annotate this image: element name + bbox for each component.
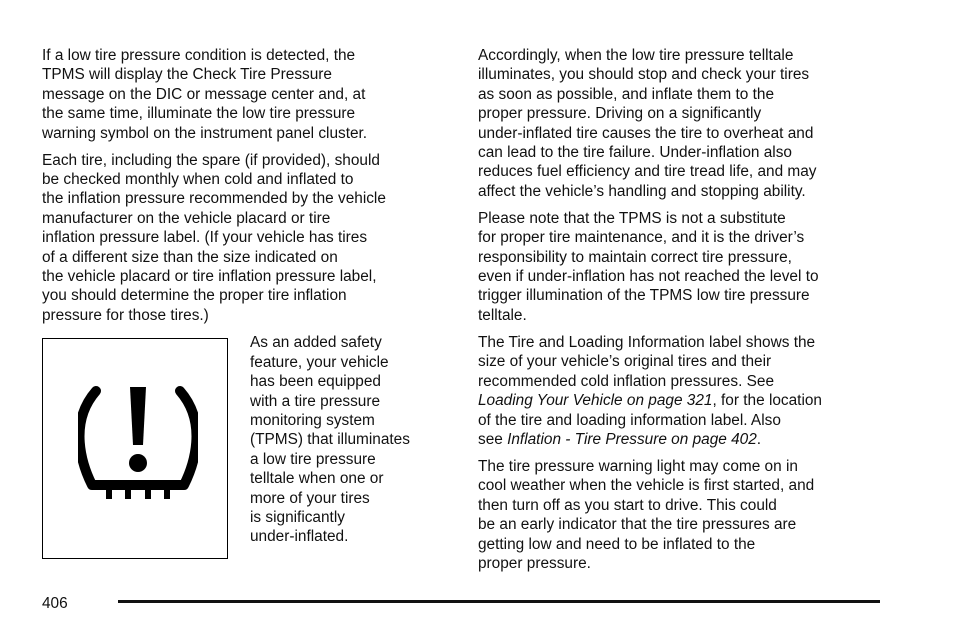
text-line: size of your vehicle’s original tires and their bbox=[478, 353, 772, 371]
text-line: warning symbol on the instrument panel cluster. bbox=[42, 124, 368, 142]
text-line: as soon as possible, and inflate them to the bbox=[478, 85, 775, 103]
text-line: for proper tire maintenance, and it is the driver’s bbox=[478, 229, 805, 247]
text-fragment: see bbox=[478, 430, 508, 448]
text-line: The tire pressure warning light may come on in bbox=[478, 457, 798, 475]
cross-reference-inflation-tire-pressure[interactable]: Inflation - Tire Pressure on page 402 bbox=[507, 430, 757, 448]
text-line: getting low and need to be inflated to the bbox=[478, 535, 756, 553]
text-line: telltale when one or bbox=[250, 470, 384, 488]
text-fragment: . bbox=[756, 430, 762, 448]
tpms-detection-paragraph bbox=[42, 46, 452, 143]
text-line: with a tire pressure bbox=[250, 392, 381, 410]
text-line: is significantly bbox=[250, 508, 345, 526]
text-line: the vehicle placard or tire inflation pressure label, bbox=[42, 268, 377, 286]
text-line: trigger illumination of the TPMS low tire pressure bbox=[478, 287, 810, 305]
text-line: Each tire, including the spare (if provided), should bbox=[42, 151, 380, 169]
left-column bbox=[42, 46, 452, 568]
text-line: be checked monthly when cold and inflated to bbox=[42, 171, 354, 189]
text-line: a low tire pressure bbox=[250, 450, 376, 468]
text-line: inflation pressure label. (If your vehicle has tires bbox=[42, 229, 368, 247]
text-line: proper pressure. Driving on a significantly bbox=[478, 105, 762, 123]
monthly-check-paragraph bbox=[42, 151, 452, 326]
text-line: feature, your vehicle bbox=[250, 353, 389, 371]
tire-loading-label-paragraph bbox=[478, 333, 890, 449]
text-line: the inflation pressure recommended by the vehicle bbox=[42, 190, 386, 208]
page-number: 406 bbox=[42, 595, 68, 612]
tpms-feature-caption bbox=[250, 333, 460, 546]
text-line: Please note that the TPMS is not a substitute bbox=[478, 209, 786, 227]
text-line: under-inflated. bbox=[250, 528, 349, 546]
right-column bbox=[478, 46, 890, 581]
text-line: cool weather when the vehicle is first started, and bbox=[478, 477, 815, 495]
text-line: (TPMS) that illuminates bbox=[250, 431, 410, 449]
text-line: reduces fuel efficiency and tire tread life, and may bbox=[478, 163, 817, 181]
text-line: TPMS will display the Check Tire Pressure bbox=[42, 66, 332, 84]
text-line: illuminates, you should stop and check your tires bbox=[478, 66, 810, 84]
tpms-icon-frame bbox=[42, 338, 228, 559]
text-line: then turn off as you start to drive. This could bbox=[478, 496, 777, 514]
text-line: of the tire and loading information label. Also bbox=[478, 411, 781, 429]
text-line: the same time, illuminate the low tire pressure bbox=[42, 105, 356, 123]
text-line: be an early indicator that the tire pressures are bbox=[478, 516, 797, 534]
footer-divider bbox=[118, 600, 880, 603]
text-line: As an added safety bbox=[250, 334, 382, 352]
text-line: responsibility to maintain correct tire pressure, bbox=[478, 248, 792, 266]
text-line: has been equipped bbox=[250, 373, 381, 391]
text-line: proper pressure. bbox=[478, 554, 591, 572]
text-line: of a different size than the size indicated on bbox=[42, 248, 338, 266]
text-line: message on the DIC or message center and, at bbox=[42, 85, 366, 103]
text-fragment: , for the location bbox=[712, 392, 822, 410]
text-line: affect the vehicle’s handling and stopping ability. bbox=[478, 182, 806, 200]
text-line: telltale. bbox=[478, 306, 527, 324]
text-line: you should determine the proper tire inflation bbox=[42, 287, 347, 305]
text-line bbox=[478, 391, 890, 410]
cool-weather-paragraph bbox=[478, 457, 890, 573]
text-line bbox=[478, 430, 890, 449]
text-line: recommended cold inflation pressures. See bbox=[478, 372, 774, 390]
tpms-figure bbox=[42, 334, 452, 568]
stop-and-check-paragraph bbox=[478, 46, 890, 201]
text-line: more of your tires bbox=[250, 489, 370, 507]
text-line: manufacturer on the vehicle placard or tire bbox=[42, 209, 331, 227]
text-line: The Tire and Loading Information label shows the bbox=[478, 333, 816, 351]
cross-reference-loading-your-vehicle[interactable]: Loading Your Vehicle on page 321 bbox=[478, 392, 713, 410]
text-line: pressure for those tires.) bbox=[42, 306, 209, 324]
text-line: even if under-inflation has not reached the level to bbox=[478, 268, 819, 286]
text-line: monitoring system bbox=[250, 411, 375, 429]
not-a-substitute-paragraph bbox=[478, 209, 890, 325]
text-line: can lead to the tire failure. Under-inflation also bbox=[478, 144, 792, 162]
text-line: Accordingly, when the low tire pressure telltale bbox=[478, 47, 794, 64]
tpms-low-tire-pressure-warning-icon bbox=[78, 383, 198, 507]
text-line: If a low tire pressure condition is detected, the bbox=[42, 47, 356, 64]
text-line: under-inflated tire causes the tire to overheat and bbox=[478, 124, 814, 142]
